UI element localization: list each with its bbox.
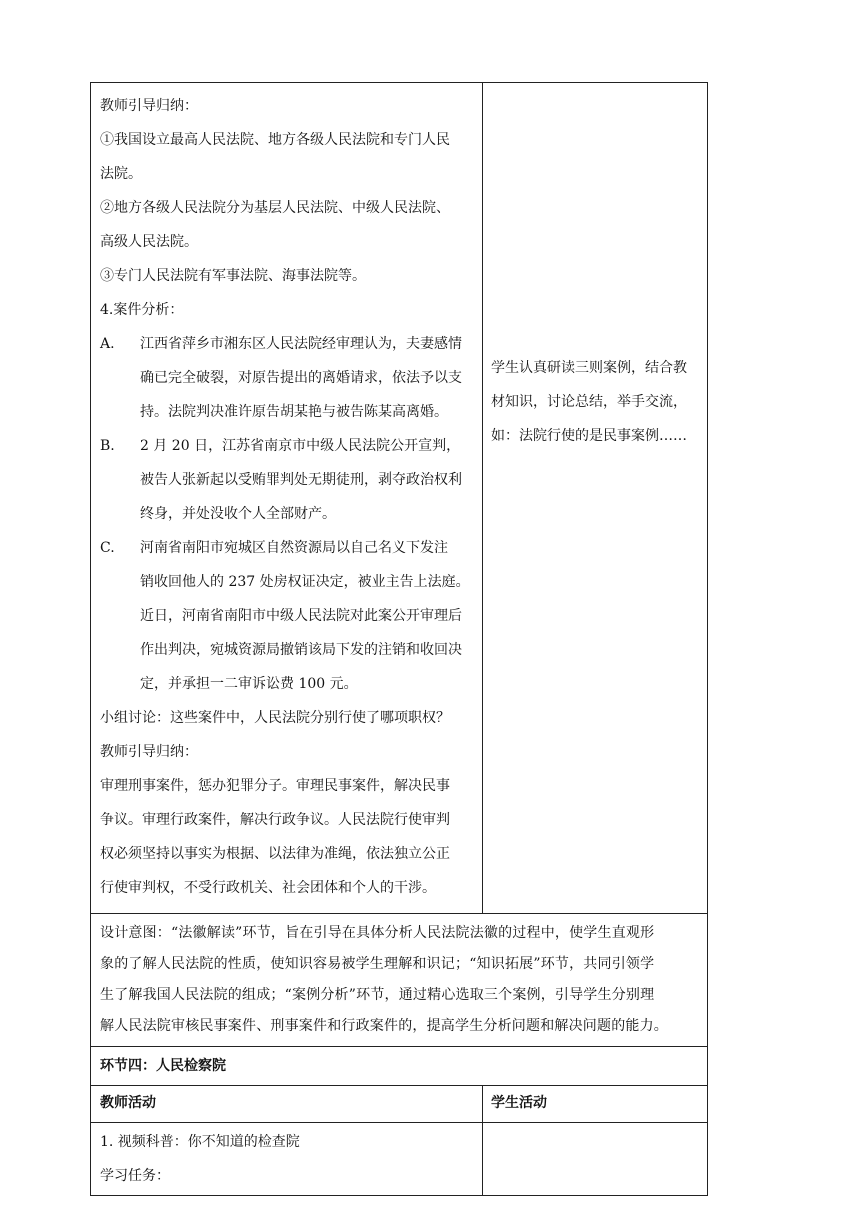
case-text-line: 销收回他人的 237 处房权证决定，被业主告上法庭。 xyxy=(140,574,470,590)
procuratorate-row xyxy=(91,1123,707,1195)
teacher-summary-line: 审理刑事案件，惩办犯罪分子。审理民事案件，解决民事 xyxy=(100,778,450,794)
section-title-cell xyxy=(91,1047,707,1085)
section-title-row xyxy=(91,1047,707,1086)
case-marker: C. xyxy=(100,540,115,556)
teacher-summary-line: 教师引导归纳： xyxy=(100,98,198,114)
group-discussion-question: 小组讨论：这些案件中，人民法院分别行使了哪项职权？ xyxy=(100,710,450,726)
teacher-summary-line: 法院。 xyxy=(100,166,142,182)
activity-header-row xyxy=(91,1086,707,1123)
case-item-b xyxy=(100,429,474,531)
design-intent-line: 解人民法院审核民事案件、刑事案件和行政案件的，提高学生分析问题和解决问题的能力。 xyxy=(100,1018,668,1034)
teacher-header-cell xyxy=(91,1086,483,1122)
video-task-line: 1. 视频科普：你不知道的检查院 xyxy=(100,1134,300,1150)
case-marker: A. xyxy=(100,336,115,352)
case-text-line: 被告人张新起以受贿罪判处无期徒刑，剥夺政治权利 xyxy=(140,472,462,488)
case-item-c xyxy=(100,531,474,701)
student-activity-header: 学生活动 xyxy=(491,1095,547,1111)
court-analysis-row xyxy=(91,83,707,914)
teacher-activity-cell xyxy=(91,1123,483,1195)
student-header-cell xyxy=(483,1086,707,1122)
case-text-line: 河南省南阳市宛城区自然资源局以自己名义下发注 xyxy=(140,540,448,556)
student-activity-line: 学生认真研读三则案例，结合教 xyxy=(491,360,687,376)
case-text-line: 近日，河南省南阳市中级人民法院对此案公开审理后 xyxy=(140,608,462,624)
teacher-summary-line: 争议。审理行政案件，解决行政争议。人民法院行使审判 xyxy=(100,812,450,828)
case-text-line: 定，并承担一二审诉讼费 100 元。 xyxy=(140,676,358,692)
section-title: 环节四：人民检察院 xyxy=(100,1058,226,1074)
teacher-summary-line: ②地方各级人民法院分为基层人民法院、中级人民法院、 xyxy=(100,200,450,216)
design-intent-line: 生了解我国人民法院的组成；“案例分析”环节，通过精心选取三个案例，引导学生分别理 xyxy=(100,987,655,1003)
case-text-line: 终身，并处没收个人全部财产。 xyxy=(140,506,336,522)
case-text-line: 持。法院判决准许原告胡某艳与被告陈某高离婚。 xyxy=(140,404,448,420)
case-text-line: 作出判决，宛城资源局撤销该局下发的注销和收回决 xyxy=(140,642,462,658)
teacher-activity-header: 教师活动 xyxy=(100,1095,156,1111)
teacher-summary-line: ①我国设立最高人民法院、地方各级人民法院和专门人民 xyxy=(100,132,450,148)
learning-task-label: 学习任务： xyxy=(100,1168,170,1184)
teacher-summary-line: 高级人民法院。 xyxy=(100,234,198,250)
case-marker: B. xyxy=(100,438,115,454)
design-intent-cell xyxy=(91,914,707,1046)
teacher-summary-line: 行使审判权，不受行政机关、社会团体和个人的干涉。 xyxy=(100,880,436,896)
teacher-summary-line: 教师引导归纳： xyxy=(100,744,198,760)
case-text-line: 江西省萍乡市湘东区人民法院经审理认为，夫妻感情 xyxy=(140,336,462,352)
student-activity-text xyxy=(491,351,687,453)
case-item-a xyxy=(100,327,474,429)
case-analysis-heading: 4.案件分析： xyxy=(100,302,184,318)
case-text-line: 2 月 20 日，江苏省南京市中级人民法院公开宣判， xyxy=(140,438,461,454)
student-activity-cell xyxy=(483,83,707,913)
teacher-summary-line: ③专门人民法院有军事法院、海事法院等。 xyxy=(100,268,366,284)
lesson-plan-table xyxy=(90,82,708,1196)
design-intent-line: 象的了解人民法院的性质，使知识容易被学生理解和识记；“知识拓展”环节，共同引领学 xyxy=(100,956,655,972)
design-intent-line: 设计意图：“法徽解读”环节，旨在引导在具体分析人民法院法徽的过程中，使学生直观形 xyxy=(100,925,655,941)
case-text-line: 确已完全破裂，对原告提出的离婚请求，依法予以支 xyxy=(140,370,462,386)
student-activity-cell xyxy=(483,1123,707,1195)
design-intent-row xyxy=(91,914,707,1047)
student-activity-line: 材知识，讨论总结，举手交流， xyxy=(491,394,687,410)
student-activity-line: 如：法院行使的是民事案例…… xyxy=(491,428,687,444)
teacher-summary-line: 权必须坚持以事实为根据、以法律为准绳，依法独立公正 xyxy=(100,846,450,862)
teacher-activity-cell xyxy=(91,83,483,913)
